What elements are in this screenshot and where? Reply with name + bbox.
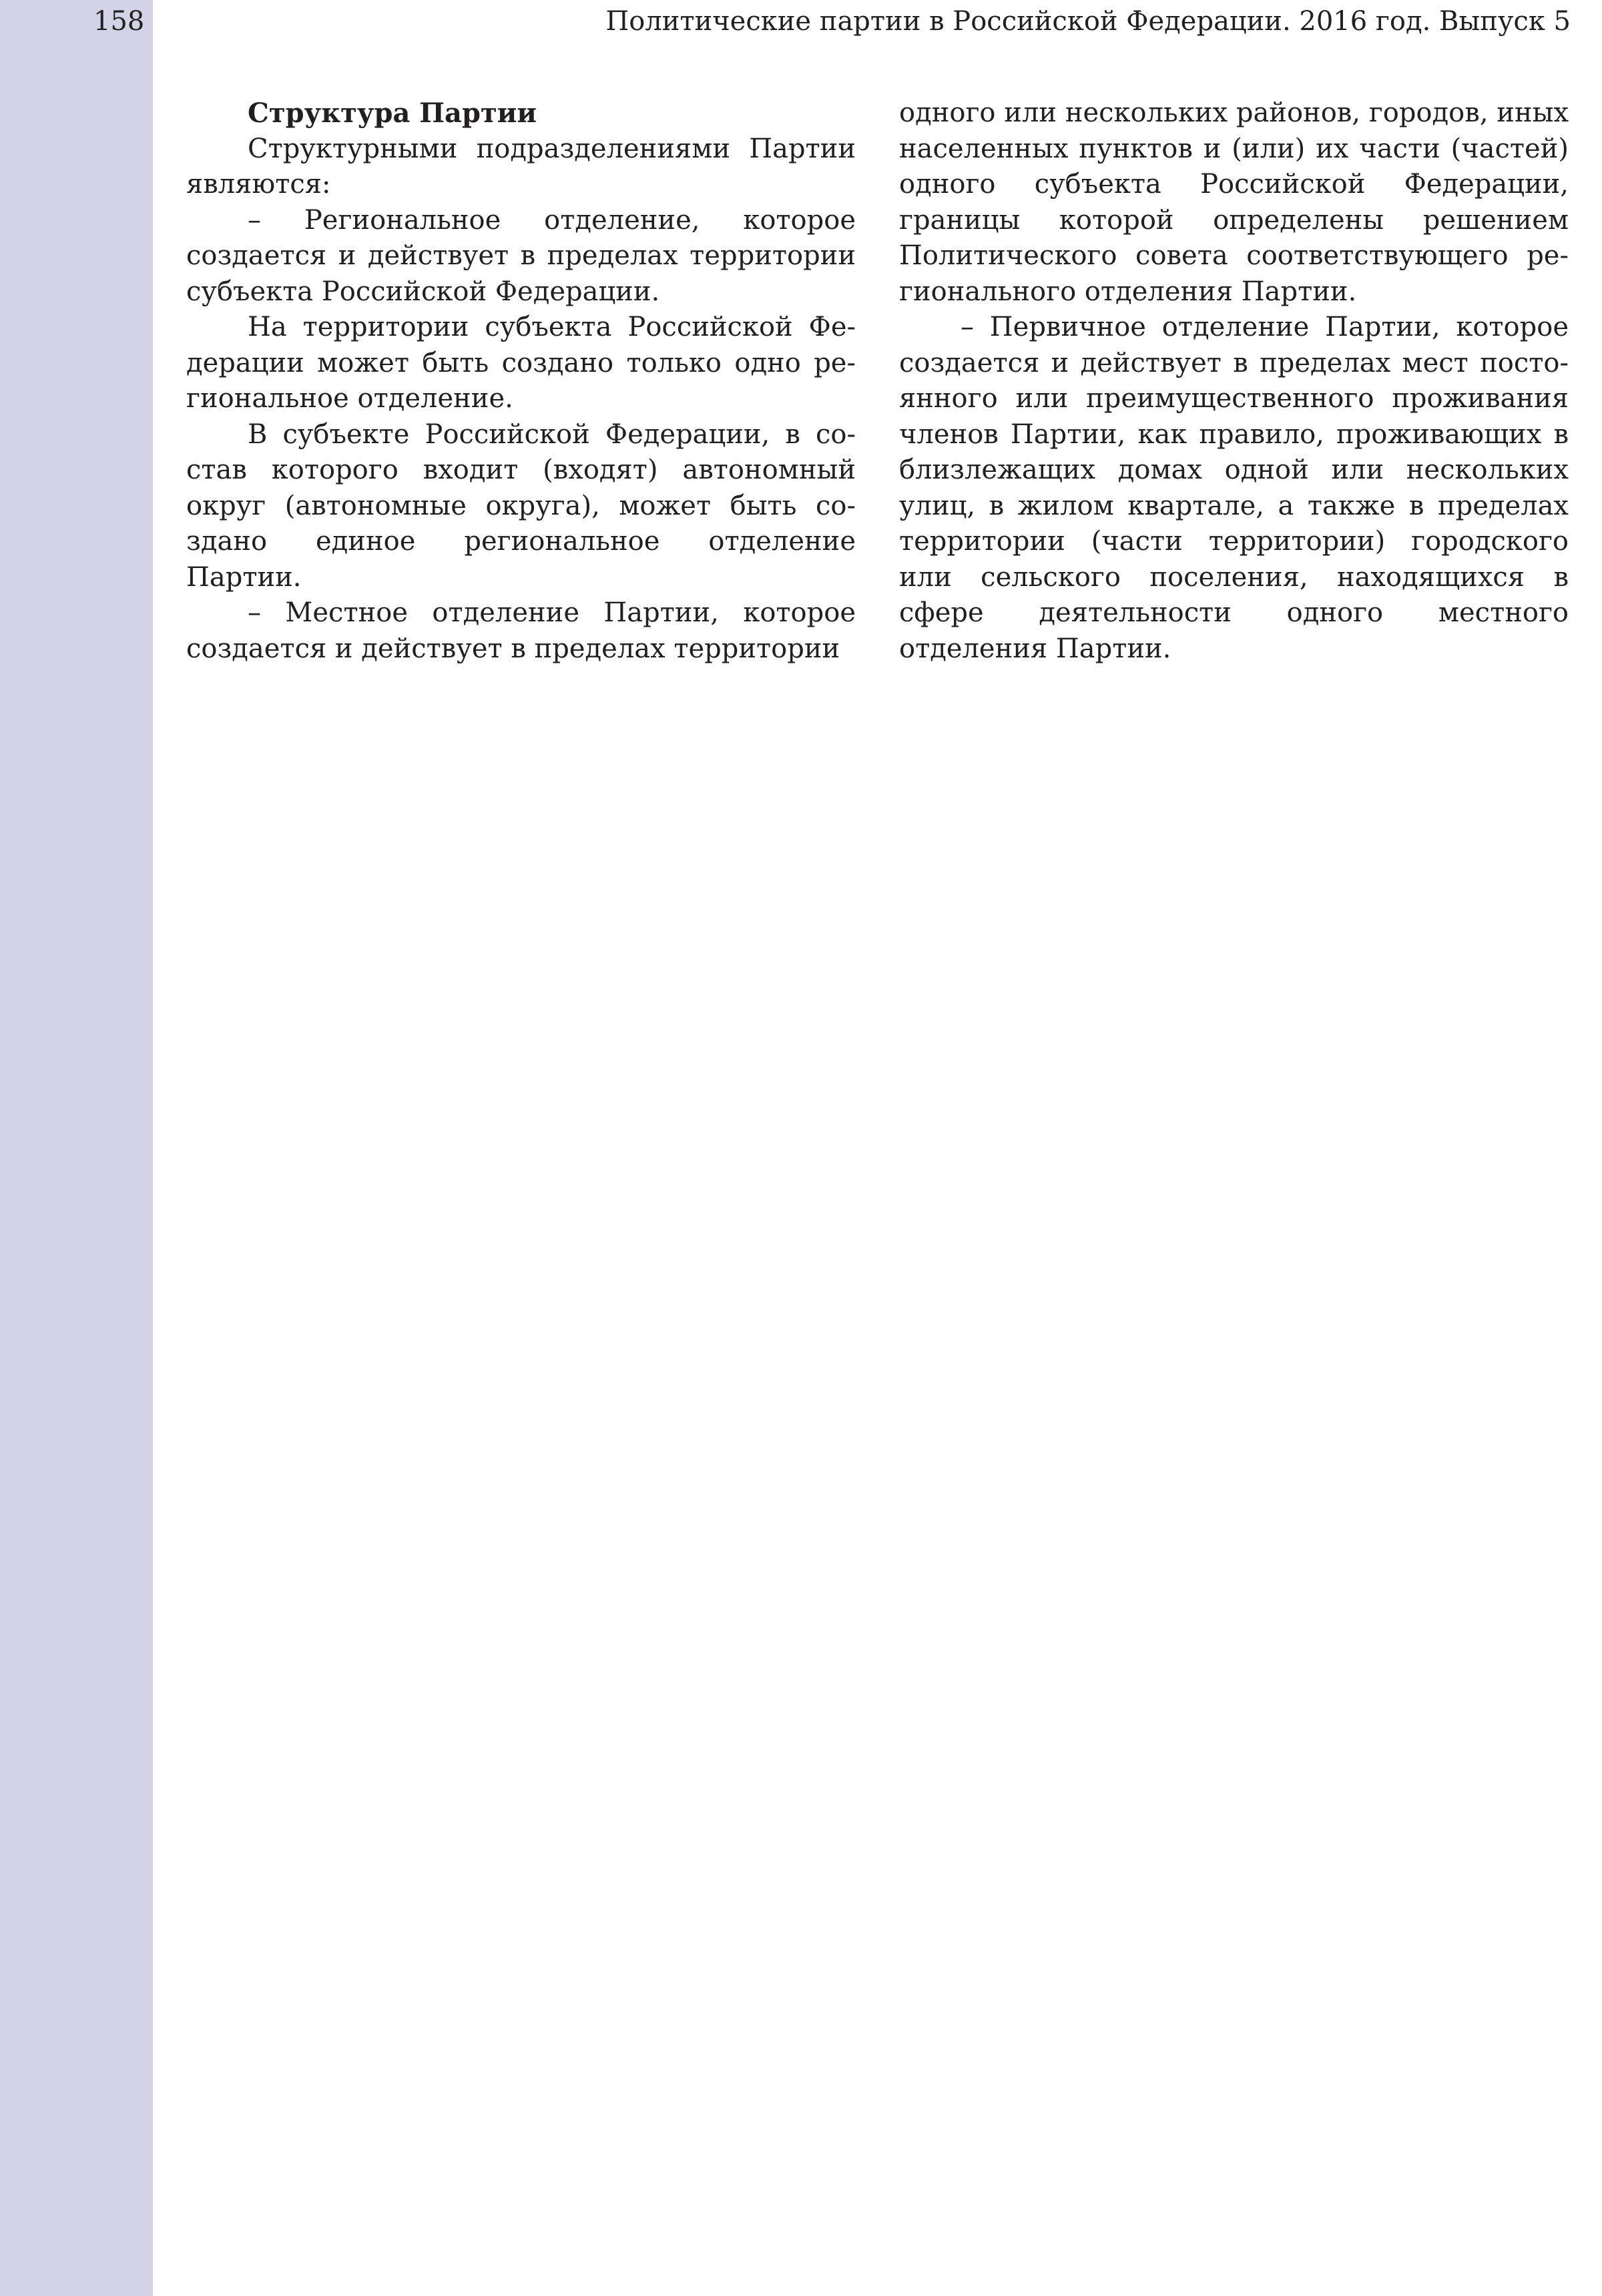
list-item-primary-branch: – Первичное отделение Партии, которое создается и действует в пределах мест постоянного или преимущественного проживания членов Партии, как правило, проживающих в близлежащих домах одной или нескольких улиц, в жилом квартале, а также в пределах территории (части территории) городского или сельского поселения, находящихся в сфере деятельности одного местного отделения Партии.: [899, 312, 1569, 664]
paragraph-continuation: одного или нескольких районов, городов, иных населенных пунктов и (или) их части (частей) одного субъекта Российской Федерации, границы которой определены решением Политического совета соответствующего регионального отделения Партии.: [899, 97, 1569, 307]
list-item-local-branch: – Местное отделение Партии, которое создается и действует в пределах территории: [186, 597, 856, 664]
left-text-column: [186, 95, 856, 667]
section-heading: Структура Партии: [248, 97, 537, 129]
side-color-band: [0, 0, 153, 2296]
paragraph: На территории субъекта Российской Федерации может быть создано только одно региональное отделение.: [186, 312, 856, 414]
paragraph: В субъекте Российской Федерации, в состав которого входит (входят) автономный округ (автономные округа), может быть создано единое региональное отделение Партии.: [186, 418, 856, 593]
running-header-title: Политические партии в Российской Федерации. 2016 год. Выпуск 5: [605, 6, 1571, 37]
list-item-regional-branch: – Региональное отделение, которое создается и действует в пределах территории субъекта Российской Федерации.: [186, 204, 856, 307]
page-number: 158: [93, 6, 145, 37]
paragraph: Структурными подразделениями Партии являются:: [186, 133, 856, 200]
right-text-column: [899, 95, 1569, 667]
